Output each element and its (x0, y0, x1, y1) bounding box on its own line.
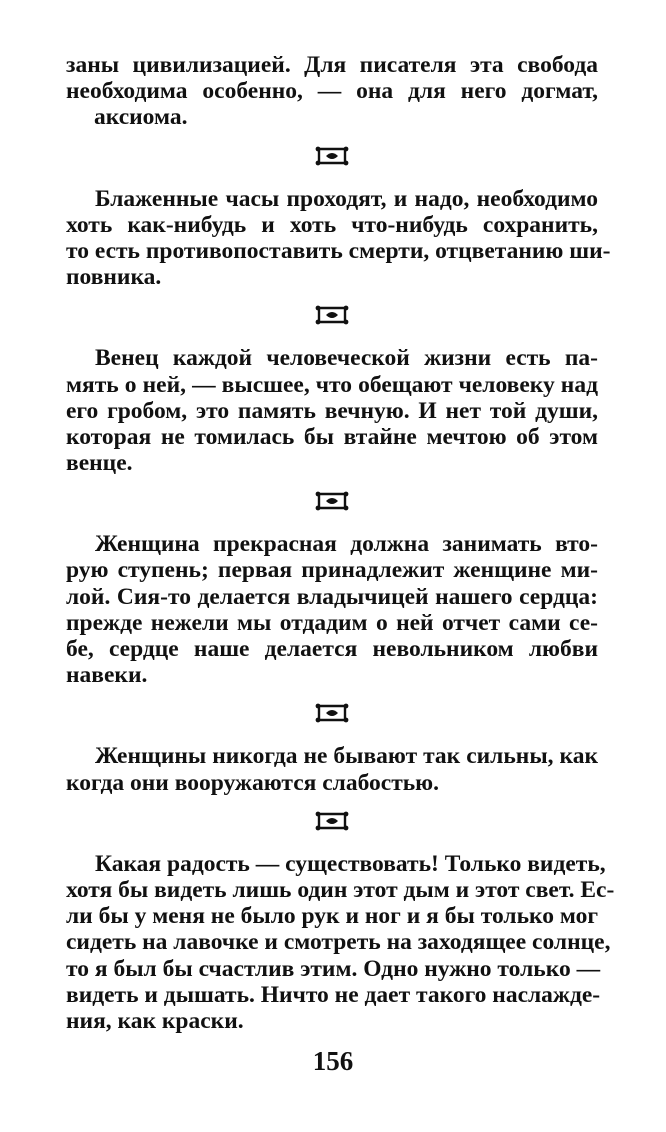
text-line: аксиома. (94, 104, 188, 131)
text-line: рую ступень; первая принадлежит женщине ми- (66, 557, 598, 584)
section-ornament (66, 490, 598, 516)
paragraph-5 (66, 743, 598, 795)
text-line: заны цивилизацией. Для писателя эта свобода (66, 52, 598, 78)
paragraph-6 (66, 850, 615, 1034)
section-ornament (66, 810, 598, 836)
text-line: которая не томилась бы втайне мечтою об этом (66, 423, 598, 450)
paragraph-3 (66, 345, 598, 476)
text-line: Какая радость — существовать! Только видеть, (95, 850, 606, 877)
text-line: навеки. (66, 662, 148, 689)
text-line: ли бы у меня не было рук и ног и я бы только мог (66, 903, 598, 930)
paragraph-2 (66, 185, 611, 291)
text-line: бе, сердце наше делается невольником любви (66, 636, 598, 662)
text-line: Блаженные часы проходят, и надо, необходимо (95, 185, 598, 212)
section-ornament (66, 145, 598, 171)
text-line: венце. (66, 450, 133, 477)
floral-ornament-icon (314, 304, 350, 326)
text-line: Женщины никогда не бывают так сильны, как (95, 743, 598, 770)
text-line: повника. (66, 264, 162, 291)
floral-ornament-icon (314, 702, 350, 724)
text-line: когда они вооружаются слабостью. (66, 769, 440, 796)
section-ornament (66, 702, 598, 728)
text-line: лой. Сия-то делается владычицей нашего сердца: (66, 583, 598, 610)
text-line: видеть и дышать. Ничто не дает такого наслажде- (66, 981, 601, 1008)
page-number: 156 (312, 1046, 354, 1076)
text-line: ния, как краски. (66, 1007, 244, 1034)
text-line: сидеть на лавочке и смотреть на заходящее солнце, (66, 929, 611, 956)
text-line: то есть противопоставить смерти, отцветанию ши- (66, 237, 611, 264)
text-line: Венец каждой человеческой жизни есть па- (95, 345, 598, 372)
page-body (66, 52, 615, 1034)
text-line: его гробом, это память вечную. И нет той души, (66, 397, 598, 424)
text-line: хотя бы видеть лишь один этот дым и этот свет. Ес- (66, 876, 615, 903)
text-line: хоть как-нибудь и хоть что-нибудь сохранить, (66, 211, 598, 238)
text-line: необходима особенно, — она для него догмат, (66, 78, 598, 105)
text-line: то я был бы счастлив этим. Одно нужно только — (66, 955, 601, 982)
paragraph-1 (66, 52, 598, 131)
floral-ornament-icon (314, 490, 350, 512)
text-line: прежде нежели мы отдадим о ней отчет сами се- (66, 609, 598, 636)
text-line: мять о ней, — высшее, что обещают человеку над (66, 371, 598, 398)
paragraph-4 (66, 531, 598, 688)
floral-ornament-icon (314, 145, 350, 167)
text-line: Женщина прекрасная должна занимать вто- (95, 531, 598, 558)
section-ornament (66, 304, 598, 330)
floral-ornament-icon (314, 810, 350, 832)
